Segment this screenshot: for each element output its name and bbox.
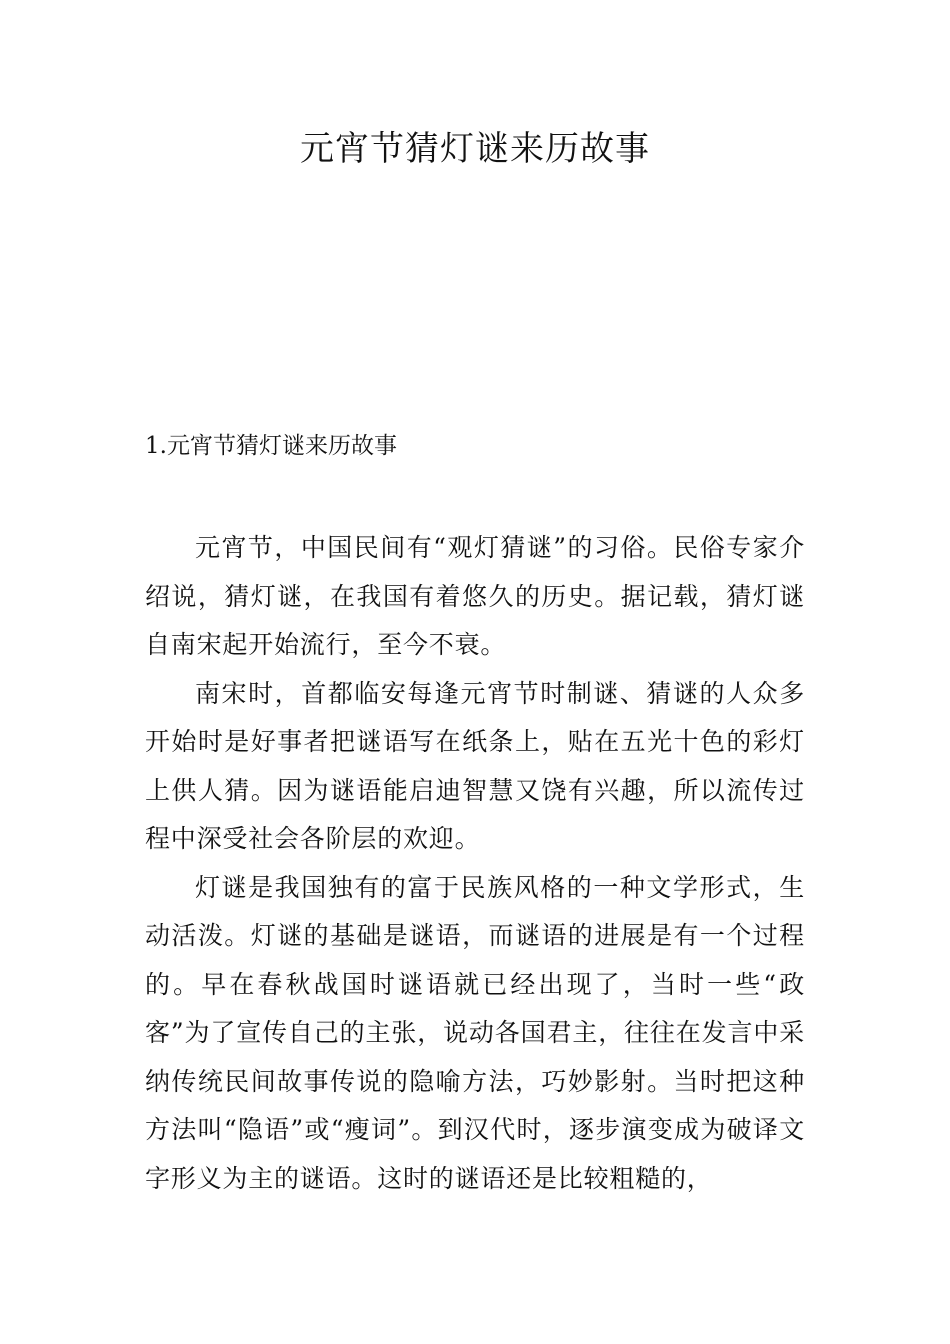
body-text [145, 524, 805, 1203]
paragraph-2: 南宋时，首都临安每逢元宵节时制谜、猜谜的人众多开始时是好事者把谜语写在纸条上，贴在五光十色的彩灯上供人猜。因为谜语能启迪智慧又饶有兴趣，所以流传过程中深受社会各阶层的欢迎。 [145, 678, 805, 853]
paragraph-1: 元宵节，中国民间有“观灯猜谜”的习俗。民俗专家介绍说，猜灯谜，在我国有着悠久的历史。据记载，猜灯谜自南宋起开始流行，至今不衰。 [145, 533, 805, 659]
document-title: 元宵节猜灯谜来历故事 [300, 129, 650, 169]
section-heading: 1.元宵节猜灯谜来历故事 [145, 433, 397, 459]
paragraph-3: 灯谜是我国独有的富于民族风格的一种文学形式，生动活泼。灯谜的基础是谜语，而谜语的进展是有一个过程的。早在春秋战国时谜语就已经出现了，当时一些“政客”为了宣传自己的主张，说动各国君主，往往在发言中采纳传统民间故事传说的隐喻方法，巧妙影射。当时把这种方法叫“隐语”或“瘦词”。到汉代时，逐步演变成为破译文字形义为主的谜语。这时的谜语还是比较粗糙的， [145, 872, 805, 1193]
